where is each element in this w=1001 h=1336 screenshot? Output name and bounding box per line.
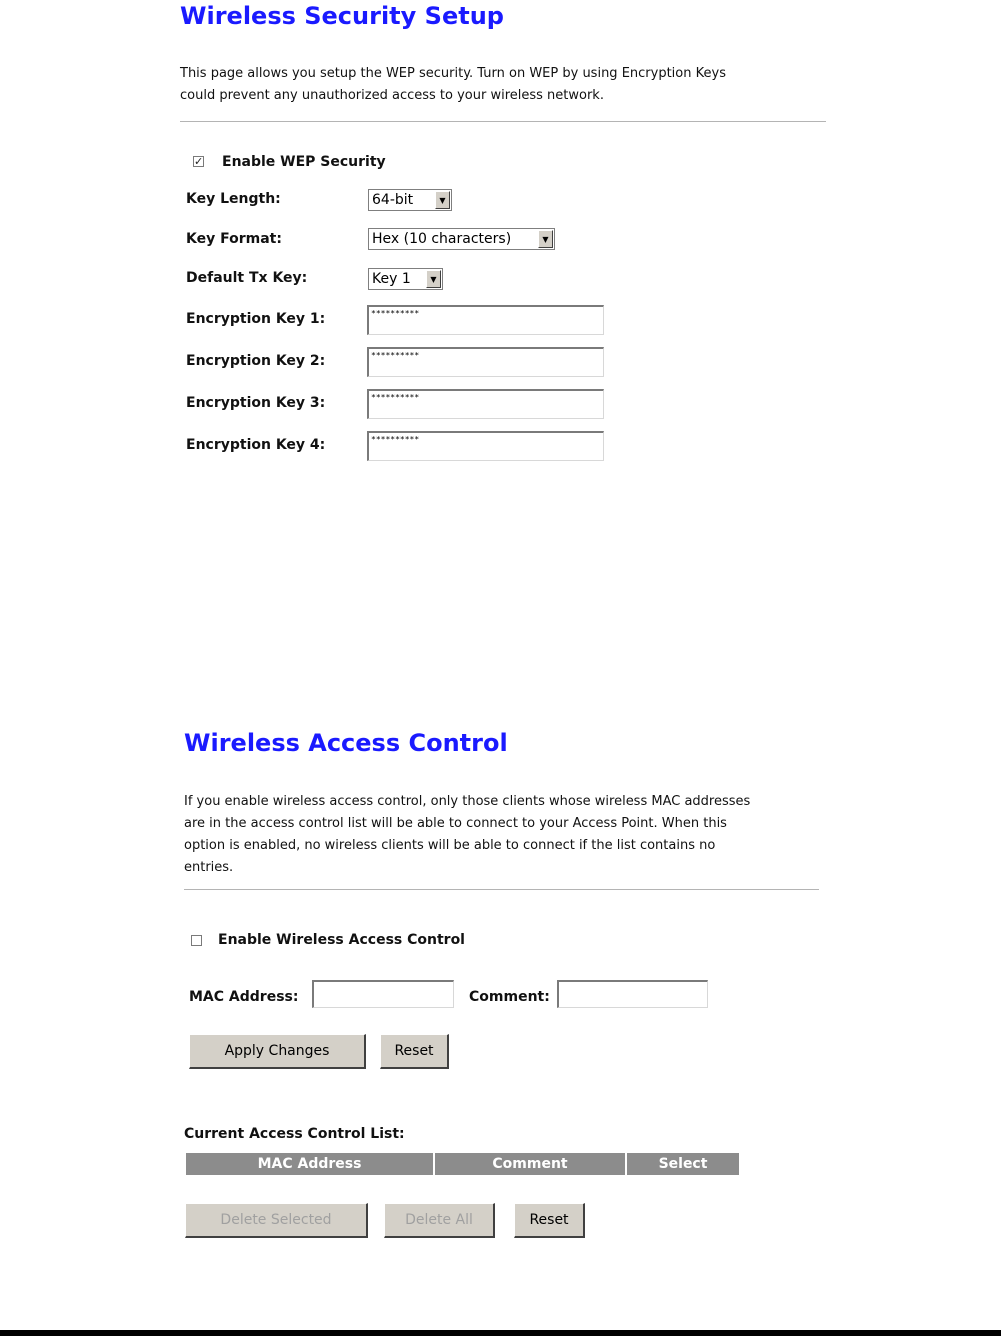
mac-address-input[interactable] [312, 980, 454, 1008]
encryption-key-2-label: Encryption Key 2: [186, 353, 326, 369]
wep-divider [180, 121, 826, 122]
column-header-comment: Comment [435, 1153, 625, 1175]
column-header-select: Select [627, 1153, 739, 1175]
mac-address-label: MAC Address: [189, 989, 299, 1005]
wep-description [180, 63, 840, 107]
key-format-select[interactable] [368, 228, 555, 250]
acl-description-line-4: entries. [184, 860, 234, 875]
default-tx-key-select[interactable] [368, 268, 443, 290]
key-length-label: Key Length: [186, 191, 281, 207]
wep-page-title: Wireless Security Setup [180, 2, 504, 30]
key-format-value: Hex (10 characters) [372, 231, 512, 247]
apply-changes-button[interactable]: Apply Changes [189, 1034, 366, 1069]
column-header-mac-address: MAC Address [186, 1153, 433, 1175]
chevron-down-icon: ▼ [538, 230, 553, 248]
encryption-key-1-input[interactable]: ********** [367, 305, 604, 335]
list-reset-button[interactable]: Reset [514, 1203, 585, 1238]
access-control-table-header [186, 1153, 741, 1177]
delete-all-button[interactable]: Delete All [384, 1203, 495, 1238]
encryption-key-3-label: Encryption Key 3: [186, 395, 326, 411]
chevron-down-icon: ▼ [426, 270, 441, 288]
wep-description-line-2: could prevent any unauthorized access to your wireless network. [180, 88, 604, 103]
encryption-key-4-label: Encryption Key 4: [186, 437, 326, 453]
current-access-control-list-label: Current Access Control List: [184, 1126, 405, 1142]
bottom-border [0, 1330, 1001, 1336]
encryption-key-3-input[interactable]: ********** [367, 389, 604, 419]
wep-description-line-1: This page allows you setup the WEP security. Turn on WEP by using Encryption Keys [180, 66, 726, 81]
acl-divider [184, 889, 819, 890]
comment-input[interactable] [557, 980, 708, 1008]
acl-description-line-3: option is enabled, no wireless clients will be able to connect if the list contains no [184, 838, 716, 853]
key-format-label: Key Format: [186, 231, 282, 247]
acl-description-line-2: are in the access control list will be able to connect to your Access Point. When this [184, 816, 727, 831]
reset-button[interactable]: Reset [380, 1034, 449, 1069]
enable-access-control-label: Enable Wireless Access Control [218, 932, 465, 948]
key-length-select[interactable] [368, 189, 452, 211]
default-tx-key-value: Key 1 [372, 271, 411, 287]
encryption-key-4-input[interactable]: ********** [367, 431, 604, 461]
enable-wep-checkbox[interactable]: ✓ [194, 155, 204, 168]
encryption-key-2-input[interactable]: ********** [367, 347, 604, 377]
enable-access-control-checkbox[interactable] [191, 935, 202, 946]
comment-label: Comment: [469, 989, 550, 1005]
chevron-down-icon: ▼ [435, 191, 450, 209]
acl-description [184, 791, 844, 879]
default-tx-key-label: Default Tx Key: [186, 270, 308, 286]
key-length-value: 64-bit [372, 192, 414, 208]
acl-description-line-1: If you enable wireless access control, only those clients whose wireless MAC addresses [184, 794, 751, 809]
enable-wep-label: Enable WEP Security [222, 154, 386, 170]
encryption-key-1-label: Encryption Key 1: [186, 311, 326, 327]
delete-selected-button[interactable]: Delete Selected [185, 1203, 368, 1238]
acl-page-title: Wireless Access Control [184, 729, 508, 757]
